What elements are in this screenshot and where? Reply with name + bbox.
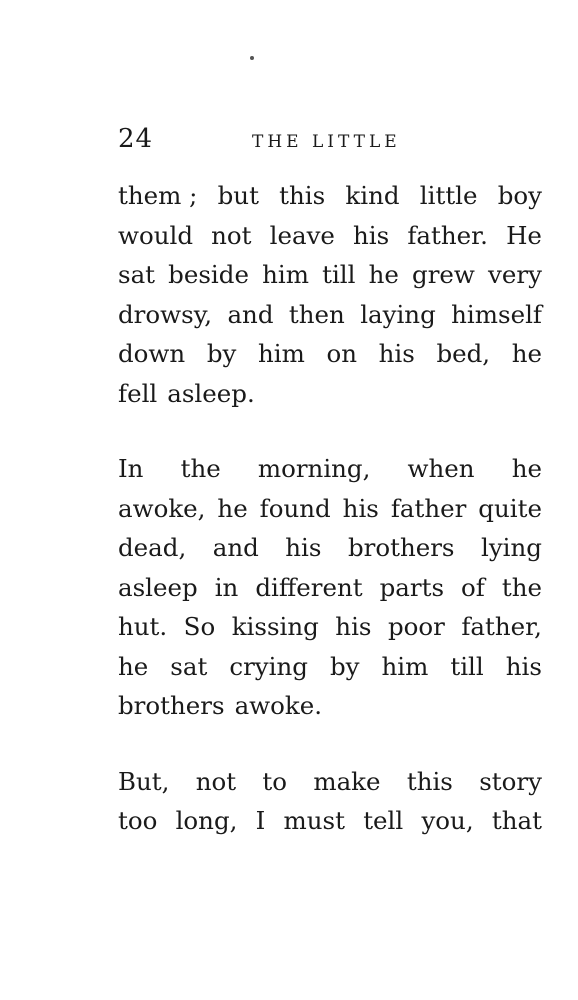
word: you, — [421, 806, 474, 835]
word: beside — [168, 260, 249, 289]
word: when — [407, 454, 475, 483]
word: till — [322, 260, 356, 289]
word: of — [461, 572, 485, 602]
word: asleep — [118, 572, 198, 602]
word: morning, — [257, 454, 371, 483]
word: little — [419, 181, 478, 210]
word: grew — [412, 260, 475, 289]
paragraph — [118, 176, 542, 413]
word: he — [118, 651, 149, 681]
word: too — [118, 806, 158, 835]
word: father, — [461, 612, 542, 641]
word: laying — [360, 299, 436, 329]
word: different — [255, 572, 363, 602]
word: he — [511, 339, 542, 368]
word: that — [491, 806, 542, 835]
word: kissing — [231, 612, 319, 641]
word: would — [118, 220, 194, 250]
paragraph-gap — [118, 413, 542, 449]
word: on — [326, 339, 357, 368]
word: In — [118, 454, 144, 483]
word: brothers — [118, 691, 225, 720]
word: must — [283, 806, 345, 835]
word: and — [212, 533, 259, 562]
word: them ; — [118, 181, 198, 210]
word: he — [368, 260, 399, 289]
running-title: THE LITTLE — [252, 132, 401, 152]
word: poor — [387, 612, 445, 641]
page-header — [118, 124, 548, 158]
text-line — [118, 607, 542, 647]
word: him — [262, 260, 309, 289]
word: not — [211, 220, 252, 250]
word: till — [450, 651, 484, 681]
word: brothers — [347, 533, 455, 562]
word: father — [390, 493, 467, 523]
text-line — [118, 295, 542, 335]
word: to — [262, 766, 288, 796]
word: very — [488, 260, 542, 289]
word: him — [381, 651, 429, 681]
paragraph-gap — [118, 726, 542, 762]
word: in — [214, 572, 239, 602]
text-line — [118, 489, 542, 529]
text-line — [118, 647, 542, 687]
word: boy — [497, 181, 542, 210]
word: the — [501, 572, 542, 602]
text-line — [118, 176, 542, 216]
word: awoke, — [118, 493, 206, 523]
text-line — [118, 568, 542, 608]
word: lying — [480, 533, 542, 562]
word: But, — [118, 766, 170, 796]
word: drowsy, — [118, 299, 213, 329]
word: make — [313, 766, 381, 796]
paragraph — [118, 762, 542, 841]
word: this — [406, 766, 453, 796]
word: then — [288, 299, 345, 329]
word: his — [342, 493, 379, 523]
word: story — [479, 766, 542, 796]
word: him — [257, 339, 305, 368]
word: tell — [363, 806, 404, 835]
word: dead, — [118, 533, 187, 562]
word: kind — [345, 181, 400, 210]
paragraph — [118, 449, 542, 726]
word: long, — [175, 806, 238, 835]
word: So — [183, 612, 216, 641]
word: He — [506, 220, 542, 250]
word: his — [335, 612, 372, 641]
text-line — [118, 801, 542, 841]
word: he — [511, 454, 542, 483]
word: by — [329, 651, 360, 681]
word: quite — [478, 493, 542, 523]
word: fell — [118, 378, 158, 408]
word: I — [255, 806, 266, 835]
word: found — [259, 493, 331, 523]
word: himself — [451, 299, 542, 329]
word: he — [217, 493, 248, 523]
word: his — [285, 533, 322, 562]
word: his — [353, 220, 390, 250]
word: hut. — [118, 612, 168, 641]
word: parts — [379, 572, 445, 602]
ink-speck — [250, 56, 254, 60]
text-line — [118, 334, 542, 374]
body-text — [118, 176, 542, 841]
word: sat — [170, 651, 208, 681]
word: down — [118, 339, 186, 368]
word: his — [505, 651, 542, 681]
word: the — [180, 454, 221, 483]
word: sat — [118, 260, 156, 289]
word: his — [378, 339, 415, 368]
text-line — [118, 686, 542, 726]
text-line — [118, 216, 542, 256]
text-line — [118, 528, 542, 568]
word: awoke. — [234, 691, 323, 720]
word: asleep. — [167, 378, 255, 408]
page-number: 24 — [118, 124, 154, 154]
text-line — [118, 762, 542, 802]
word: leave — [269, 220, 335, 250]
word: and — [227, 299, 274, 329]
text-line — [118, 449, 542, 489]
word: father. — [407, 220, 488, 250]
word: not — [195, 766, 237, 796]
word: bed, — [436, 339, 491, 368]
word: but — [217, 181, 259, 210]
word: by — [206, 339, 237, 368]
word: this — [279, 181, 326, 210]
text-line — [118, 374, 542, 414]
text-line — [118, 255, 542, 295]
word: crying — [229, 651, 308, 681]
